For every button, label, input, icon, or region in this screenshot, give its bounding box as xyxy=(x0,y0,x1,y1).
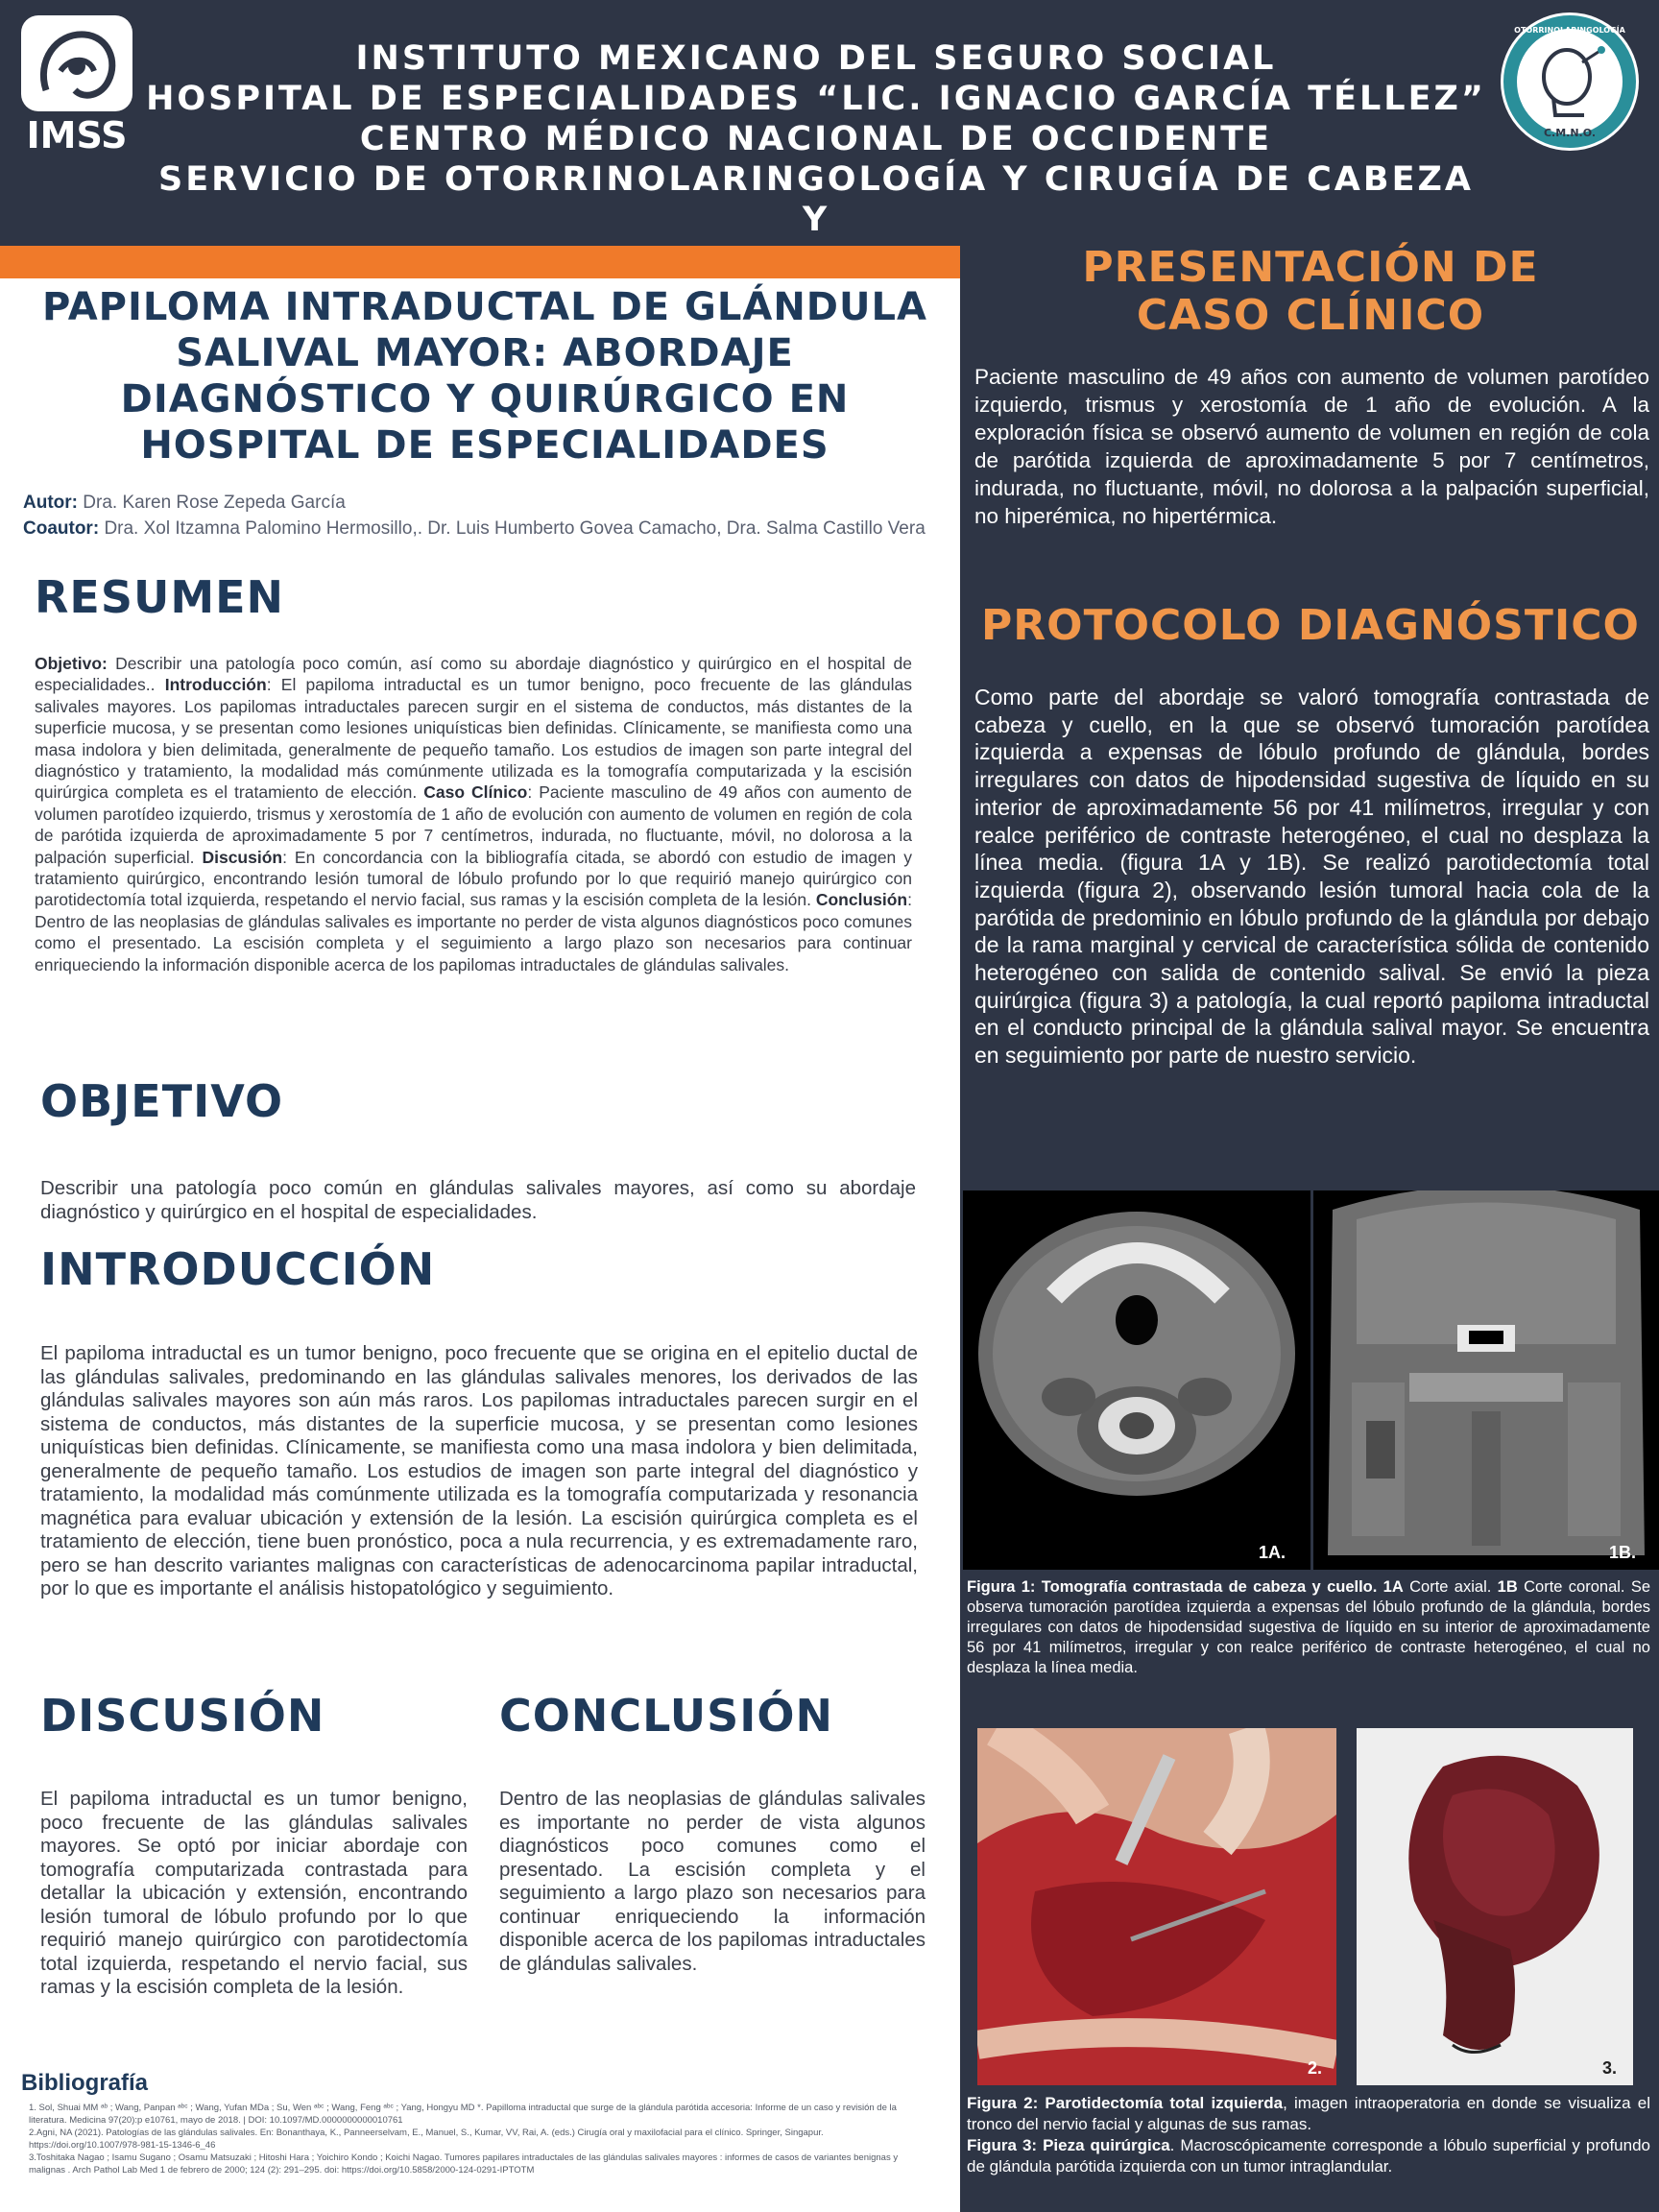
header-line: CENTRO MÉDICO NACIONAL DE OCCIDENTE xyxy=(359,120,1273,158)
header-line: INSTITUTO MEXICANO DEL SEGURO SOCIAL xyxy=(355,39,1277,78)
resumen-heading: RESUMEN xyxy=(35,571,285,623)
figure-label-1a: 1A. xyxy=(1259,1543,1286,1562)
ct-axial-image xyxy=(963,1190,1310,1570)
introduccion-text: El papiloma intraductal es un tumor benigno, poco frecuente que se origina en el epitelio ductal de las glándulas salivales, predominando en las glándulas salivales menores, los derivados de las glándulas salivales mayores son aún más raros. Los papilomas intraductales parecen surgir en el sistema de conductos, más distantes de la superficie mucosa, y se presentan como lesiones uniquísticas bien definidas. Clínicamente, se manifiesta como una masa indolora y bien delimitada, generalmente de pequeño tamaño. Los estudios de imagen son parte integral del diagnóstico y tratamiento, la modalidad más comúnmente utilizada es la tomografía computarizada y resonancia magnética para evaluar ubicación y extensión de la lesión. La escisión quirúrgica completa es el tratamiento de elección, tiene buen pronóstico, poca a nula recurrencia, y es extremadamente raro, pero se han descrito variantes malignas con características de adenocarcinoma papilar intraductal, por lo que es importante el análisis histopatológico y seguimiento. xyxy=(40,1342,918,1599)
svg-text:C.M.N.O.: C.M.N.O. xyxy=(1543,127,1597,139)
figure-label-3: 3. xyxy=(1602,2058,1618,2078)
svg-text:IMSS: IMSS xyxy=(26,114,128,156)
conclusion-heading: CONCLUSIÓN xyxy=(499,1690,833,1742)
bibliography-item: 3.Toshitaka Nagao ; Isamu Sugano ; Osamu Matsuzaki ; Hitoshi Hara ; Yoichiro Kondo ; Koichi Nagao. Tumores papilares intraductales de las glándulas salivales mayores : informes de casos de variantes benignas y malignas . Arch Pathol Lab Med 1 de febrero de 2000; 124 (2): 291–295. doi: https://doi.org/10.5858/2000-124-0291-IPTOTM xyxy=(29,2152,899,2176)
autor-label: Autor: xyxy=(23,493,78,513)
figure-label-2: 2. xyxy=(1308,2058,1323,2078)
ct-coronal-image xyxy=(1313,1190,1659,1570)
surgical-specimen-photo xyxy=(1357,1728,1633,2085)
ct-axial-drawing xyxy=(963,1190,1310,1570)
presentacion-heading: PRESENTACIÓN DE CASO CLÍNICO xyxy=(1082,243,1539,340)
figure-2-3-caption: Figura 2: Parotidectomía total izquierda, imagen intraoperatoria en donde se visualiza el tronco del nervio facial y algunas de sus ramas. Figura 3: Pieza quirúrgica. Macroscópicamente corresponde a lóbulo superficial y profundo de glándula parótida izquierda con un tumor intraglandular. xyxy=(967,2094,1651,2176)
svg-text:OTORRINOLARINGOLOGÍA: OTORRINOLARINGOLOGÍA xyxy=(1514,26,1625,35)
poster-header xyxy=(0,0,1659,246)
orl-logo xyxy=(1498,10,1642,154)
imss-logo xyxy=(17,13,137,157)
resumen-text: Objetivo: Describir una patología poco común, así como su abordaje diagnóstico y quirúrgico en el hospital de especialidades.. Introducción: El papiloma intraductal es un tumor benigno, poco frecuente de las glándulas salivales mayores. Los papilomas intraductales parecen surgir en el sistema de conductos, más distantes de la superficie mucosa, y se presentan como lesiones uniquísticas bien definidas. Clínicamente, se manifiesta como una masa indolora y bien delimitada, generalmente de pequeño tamaño. Los estudios de imagen son parte integral del diagnóstico y tratamiento, la modalidad más comúnmente utilizada es la tomografía computarizada y la escisión quirúrgica completa es el tratamiento de elección. Caso Clínico: Paciente masculino de 49 años con aumento de volumen parotídeo izquierdo, trismus y xerostomía de 1 año de evolución con aumento de volumen en región de cola de parótida izquierda de aproximadamente 5 por 7 centímetros, indurada, no fluctuante, móvil, no dolorosa a la palpación superficial. Discusión: En concordancia con la bibliografía citada, se abordó con estudio de imagen y tratamiento quirúrgico, encontrando lesión tumoral de lóbulo profundo por lo que requirió manejo quirúrgico con parotidectomía total izquierda, respetando el nervio facial, sus ramas y la escisión completa de la lesión. Conclusión: Dentro de las neoplasias de glándulas salivales es importante no perder de vista algunos diagnósticos poco comunes como el presentado. La escisión completa y el seguimiento a largo plazo son necesarios para continuar enriqueciendo la información disponible acerca de los papilomas intraductales de glándulas salivales. xyxy=(35,654,912,974)
coautor-label: Coautor: xyxy=(23,518,100,539)
orange-accent-bar xyxy=(0,246,960,278)
conclusion-text: Dentro de las neoplasias de glándulas salivales es importante no perder de vista algunos diagnósticos poco comunes como el presentado. La escisión completa y el seguimiento a largo plazo son necesarios para continuar enriqueciendo la información disponible acerca de los papilomas intraductales de glándulas salivales. xyxy=(499,1788,926,1975)
figure-label-1b: 1B. xyxy=(1609,1543,1637,1562)
specimen-drawing xyxy=(1357,1728,1633,2085)
protocolo-heading: PROTOCOLO DIAGNÓSTICO xyxy=(981,601,1640,650)
introduccion-heading: INTRODUCCIÓN xyxy=(40,1243,436,1295)
figure-1-caption: Figura 1: Tomografía contrastada de cabeza y cuello. 1A Corte axial. 1B Corte coronal. Se observa tumoración parotídea izquierda a expensas del lóbulo profundo de la glándula, bordes irregulares con datos de hipodensidad sugestiva de líquido en su interior de aproximadamente 56 por 41 milímetros, irregular y con realce periférico de contraste heterogéneo, el cual no desplaza la línea media. xyxy=(967,1578,1651,1676)
objetivo-text: Describir una patología poco común en glándulas salivales mayores, así como su abordaje diagnóstico y quirúrgico en el hospital de especialidades. xyxy=(40,1177,916,1223)
ct-coronal-drawing xyxy=(1313,1190,1659,1570)
discusion-text: El papiloma intraductal es un tumor benigno, poco frecuente de las glándulas salivales mayores. Se optó por iniciar abordaje con tomografía computarizada contrastada para detallar la ubicación y extensión, encontrando lesión tumoral de lóbulo profundo por lo que requirió manejo quirúrgico con parotidectomía total izquierda, respetando el nervio facial, sus ramas y la escisión completa de la lesión. xyxy=(40,1788,468,1998)
bibliography-item: 1. Sol, Shuai MM ᵃᵇ ; Wang, Panpan ᵃᵇᶜ ; Wang, Yufan MDa ; Su, Wen ᵃᵇᶜ ; Wang, Feng ᵃᵇᶜ ; Yang, Hongyu MD *. Papilloma intraductal que surge de la glándula parótida accesoria: Informe de un caso y revisión de la literatura. Medicina 97(20):p e10761, mayo de 2018. | DOI: 10.1097/MD.0000000000010761 xyxy=(29,2103,897,2126)
bibliography-item: 2.Agni, NA (2021). Patologías de las glándulas salivales. En: Bonanthaya, K., Panneerselvam, E., Manuel, S., Kumar, VV, Rai, A. (eds.) Cirugía oral y maxilofacial para el clínico. Springer, Singapur. https://doi.org/10.1007/978-981-15-1346-6_46 xyxy=(29,2128,824,2151)
bibliografia-heading: Bibliografía xyxy=(21,2070,149,2096)
header-line: HOSPITAL DE ESPECIALIDADES “LIC. IGNACIO GARCÍA TÉLLEZ” xyxy=(146,80,1486,118)
protocolo-text: Como parte del abordaje se valoró tomografía contrastada de cabeza y cuello, en la que se observó tumoración parotídea izquierda a expensas de lóbulo profundo de glándula, bordes irregulares con datos de hipodensidad sugestiva de líquido en su interior de aproximadamente 56 por 41 milímetros, irregular y con realce periférico de contraste heterogéneo, el cual no desplaza la línea media. (figura 1A y 1B). Se realizó parotidectomía total izquierda (figura 2), observando lesión tumoral hacia cola de la parótida de predominio en lóbulo profundo de la glándula por debajo de la rama marginal y cervical de característica sólida de contenido heterogéneo con salida de contenido salival. Se envió la pieza quirúrgica (figura 3) a patología, la cual reportó papiloma intraductal en el conducto principal de la glándula salival mayor. Se encuentra en seguimiento por parte de nuestro servicio. xyxy=(974,685,1649,1069)
discusion-heading: DISCUSIÓN xyxy=(40,1690,325,1742)
header-line: SERVICIO DE OTORRINOLARINGOLOGÍA Y CIRUGÍA DE CABEZA Y xyxy=(158,160,1474,239)
authors-block xyxy=(23,490,945,541)
poster-title: PAPILOMA INTRADUCTAL DE GLÁNDULA SALIVAL MAYOR: ABORDAJE DIAGNÓSTICO Y QUIRÚRGICO EN HOSPITAL DE ESPECIALIDADES xyxy=(42,285,927,468)
intraoperative-drawing xyxy=(977,1728,1336,2085)
presentacion-text: Paciente masculino de 49 años con aumento de volumen parotídeo izquierdo, trismus y xerostomía de 1 año de evolución. A la exploración física se observó aumento de volumen en región de cola de parótida izquierda de aproximadamente 5 por 7 centímetros, indurada, no fluctuante, móvil, no dolorosa a la palpación superficial, no hiperémica, no hipertérmica. xyxy=(974,365,1649,528)
coautor-names: Dra. Xol Itzamna Palomino Hermosillo,. Dr. Luis Humberto Govea Camacho, Dra. Salma Castillo Vera xyxy=(104,518,926,539)
autor-name: Dra. Karen Rose Zepeda García xyxy=(83,493,346,513)
objetivo-heading: OBJETIVO xyxy=(40,1075,284,1127)
bibliografia-list xyxy=(29,2103,926,2177)
intraoperative-photo xyxy=(977,1728,1336,2085)
